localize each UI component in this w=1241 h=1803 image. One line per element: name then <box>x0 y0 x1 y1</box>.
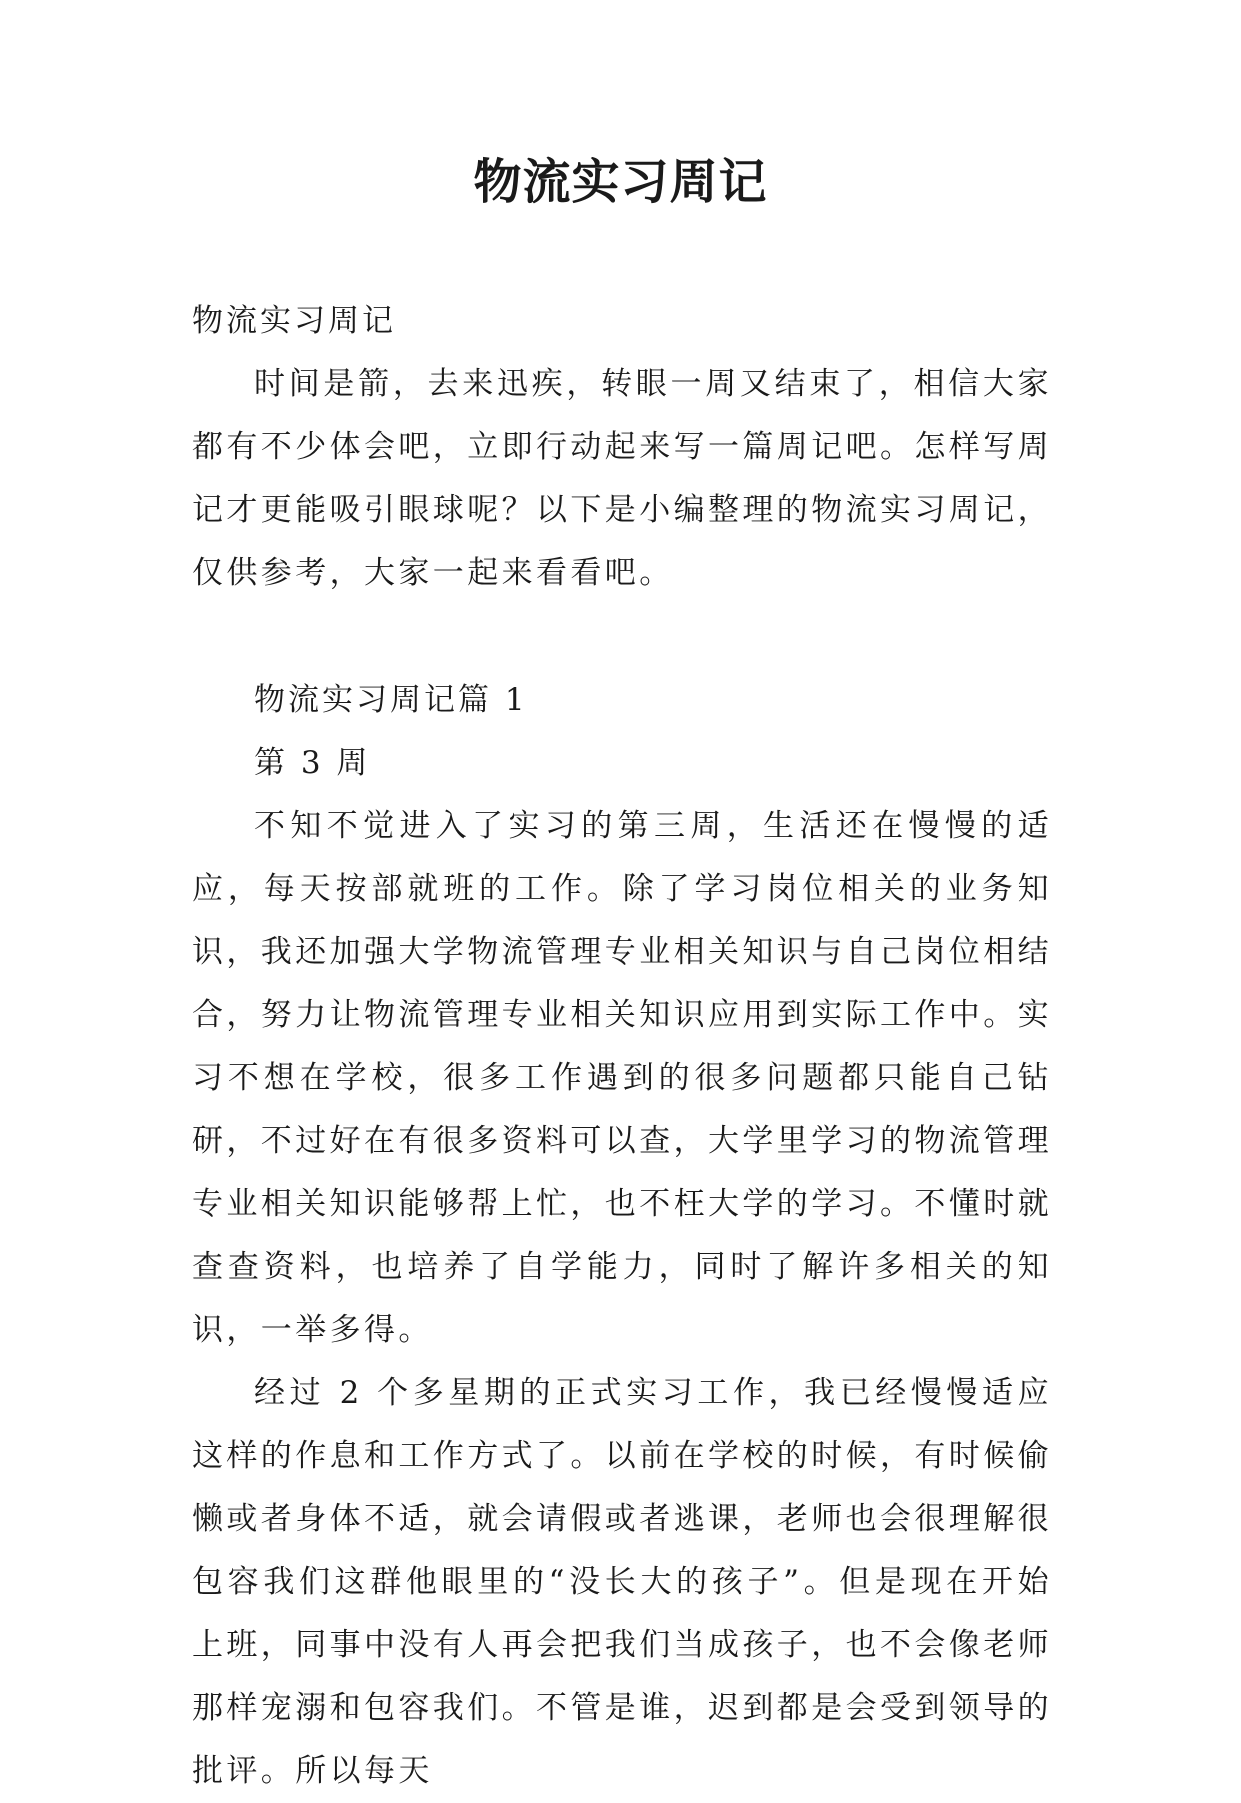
section-spacer <box>192 605 1052 669</box>
body-paragraph-2: 经过 2 个多星期的正式实习工作，我已经慢慢适应这样的作息和工作方式了。以前在学校的时候，有时候偷懒或者身体不适，就会请假或者逃课，老师也会很理解很包容我们这群他眼里的“没长大的孩子”。但是现在开始上班，同事中没有人再会把我们当成孩子，也不会像老师那样宠溺和包容我们。不管是谁，迟到都是会受到领导的批评。所以每天 <box>192 1375 1052 1789</box>
section-heading: 物流实习周记篇 1 <box>254 682 528 718</box>
week-label: 第 3 周 <box>254 745 371 781</box>
document-title: 物流实习周记 <box>473 154 768 210</box>
intro-paragraph: 时间是箭，去来迅疾，转眼一周又结束了，相信大家都有不少体会吧，立即行动起来写一篇周记吧。怎样写周记才更能吸引眼球呢？以下是小编整理的物流实习周记，仅供参考，大家一起来看看吧。 <box>192 366 1052 591</box>
document-subtitle: 物流实习周记 <box>192 303 396 339</box>
document-body <box>192 290 1052 1803</box>
body-paragraph-1: 不知不觉进入了实习的第三周，生活还在慢慢的适应，每天按部就班的工作。除了学习岗位相关的业务知识，我还加强大学物流管理专业相关知识与自己岗位相结合，努力让物流管理专业相关知识应用到实际工作中。实习不想在学校，很多工作遇到的很多问题都只能自己钻研，不过好在有很多资料可以查，大学里学习的物流管理专业相关知识能够帮上忙，也不枉大学的学习。不懂时就查查资料，也培养了自学能力，同时了解许多相关的知识，一举多得。 <box>192 808 1052 1348</box>
